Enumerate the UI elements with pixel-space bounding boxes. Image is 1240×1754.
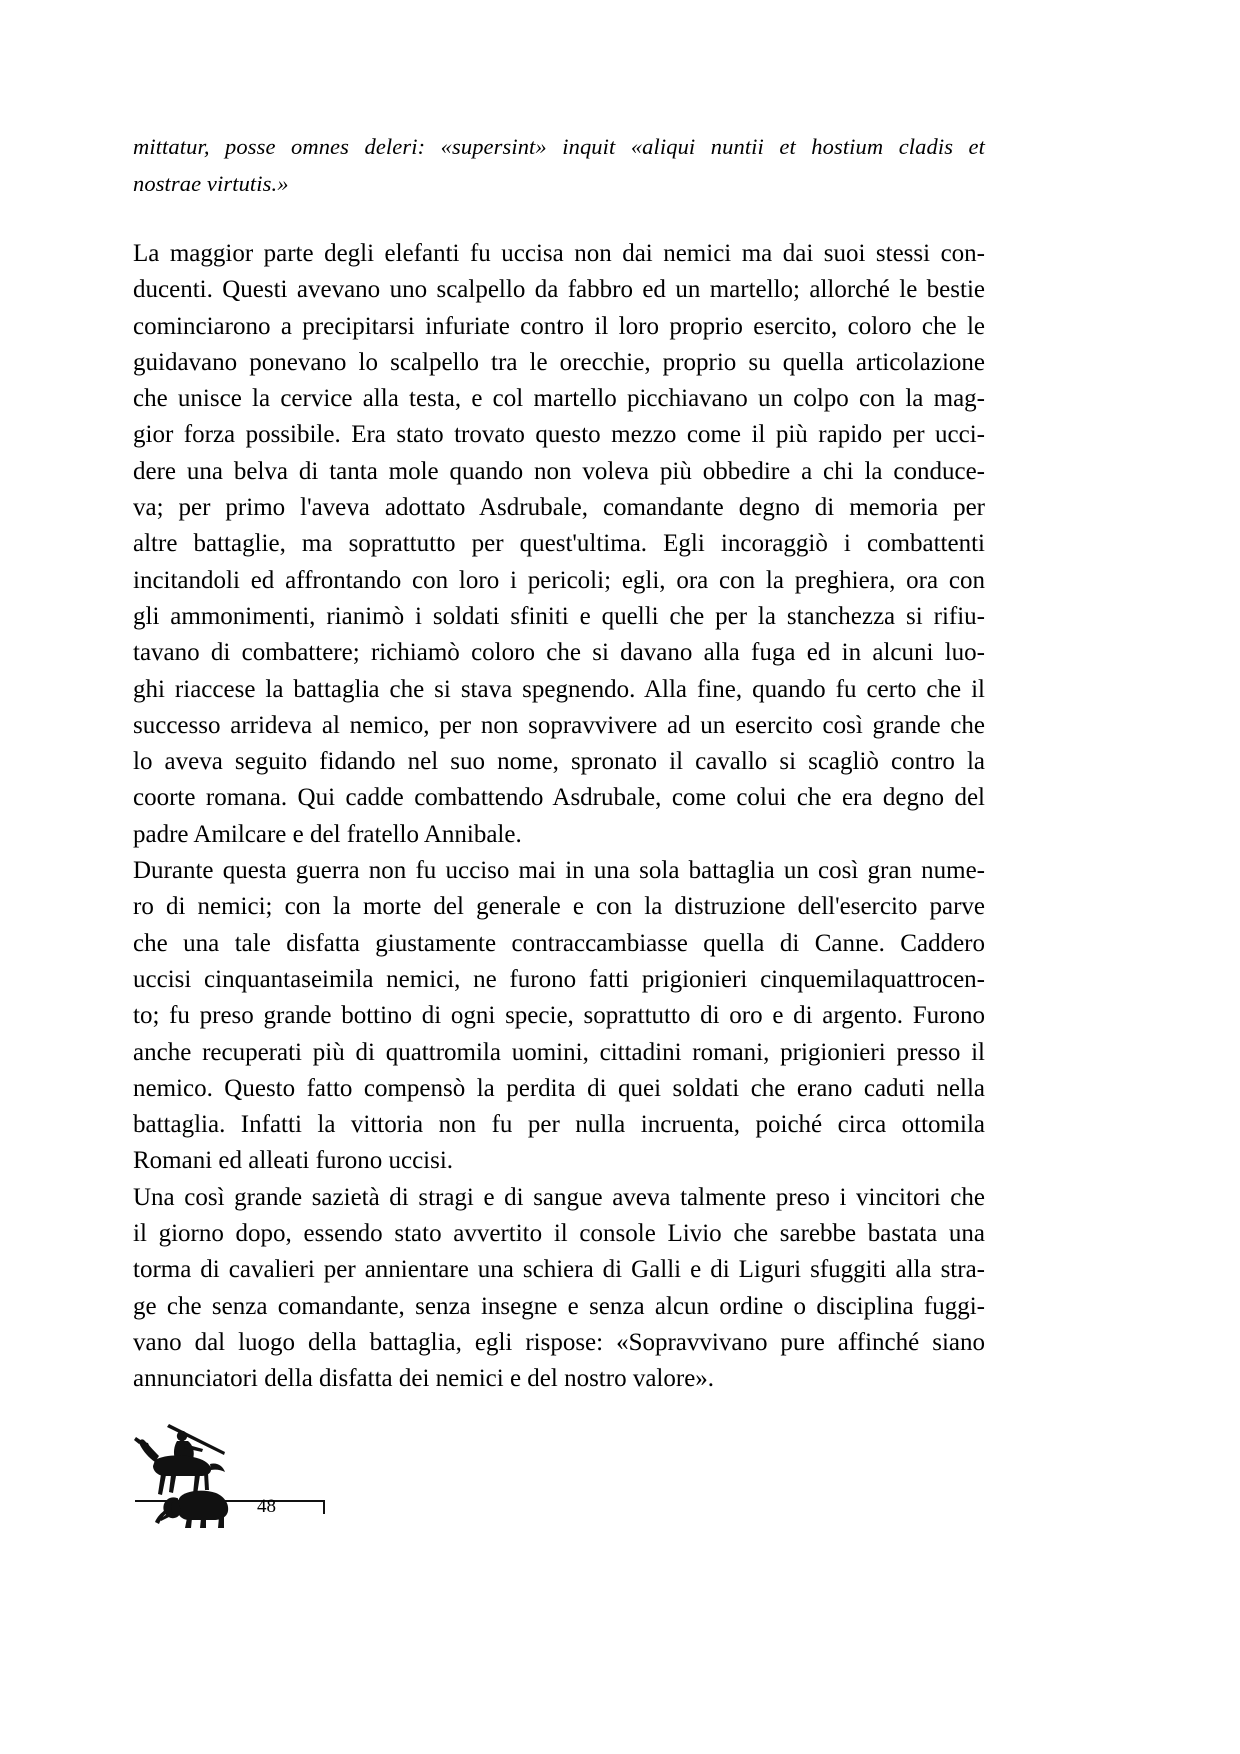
text-line: successo arrideva al nemico, per non sopravvivere ad un esercito così grande che <box>133 711 985 739</box>
text-line: anche recuperati più di quattromila uomini, cittadini romani, prigionieri presso il <box>133 1038 985 1066</box>
page-footer <box>133 1418 453 1548</box>
footer-rule <box>135 1500 325 1503</box>
page-number: 48 <box>257 1496 276 1517</box>
text-line: ghi riaccese la battaglia che si stava spegnendo. Alla fine, quando fu certo che il <box>133 675 985 703</box>
text-line: cominciarono a precipitarsi infuriate contro il loro proprio esercito, coloro che le <box>133 312 985 340</box>
text-line: annunciatori della disfatta dei nemici e del nostro valore». <box>133 1365 715 1393</box>
text-line: il giorno dopo, essendo stato avvertito il console Livio che sarebbe bastata una <box>133 1220 985 1248</box>
text-line: Una così grande sazietà di stragi e di sangue aveva talmente preso i vincitori che <box>133 1183 985 1211</box>
footer-rule-line <box>135 1500 325 1502</box>
epigraph-line: mittatur, posse omnes deleri: «supersint» inquit «aliqui nuntii et hostium cladis et <box>133 134 985 159</box>
epigraph-block <box>133 128 985 202</box>
text-line: battaglia. Infatti la vittoria non fu per nulla incruenta, poiché circa ottomila <box>133 1111 985 1139</box>
text-line: torma di cavalieri per annientare una schiera di Galli e di Liguri sfuggiti alla stra- <box>133 1256 985 1284</box>
text-line: tavano di combattere; richiamò coloro che si davano alla fuga ed in alcuni luo- <box>133 639 985 667</box>
text-line: gli ammonimenti, rianimò i soldati sfiniti e quelli che per la stanchezza si rifiu- <box>133 602 985 630</box>
page-content <box>133 128 985 1398</box>
text-line: coorte romana. Qui cadde combattendo Asdrubale, come colui che era degno del <box>133 784 985 812</box>
text-line: ducenti. Questi avevano uno scalpello da fabbro ed un martello; allorché le bestie <box>133 276 985 304</box>
text-line: guidavano ponevano lo scalpello tra le orecchie, proprio su quella articolazione <box>133 348 985 376</box>
text-line: ro di nemici; con la morte del generale e con la distruzione dell'esercito parve <box>133 893 985 921</box>
text-line: to; fu preso grande bottino di ogni specie, soprattutto di oro e di argento. Furono <box>133 1002 985 1030</box>
epigraph-line: nostrae virtutis.» <box>133 171 289 196</box>
footer-rule-tick <box>323 1500 325 1514</box>
text-line: Romani ed alleati furono uccisi. <box>133 1147 454 1175</box>
text-line: va; per primo l'aveva adottato Asdrubale, comandante degno di memoria per <box>133 494 985 522</box>
text-line: che unisce la cervice alla testa, e col martello picchiavano un colpo con la mag- <box>133 385 985 413</box>
body-paragraph-2 <box>133 853 985 1180</box>
text-line: dere una belva di tanta mole quando non voleva più obbedire a chi la conduce- <box>133 457 985 485</box>
text-line: uccisi cinquantaseimila nemici, ne furono fatti prigionieri cinquemilaquattrocen- <box>133 965 985 993</box>
body-paragraph-1 <box>133 236 985 853</box>
text-line: lo aveva seguito fidando nel suo nome, spronato il cavallo si scagliò contro la <box>133 748 985 776</box>
body-paragraph-3 <box>133 1180 985 1398</box>
text-line: La maggior parte degli elefanti fu uccisa non dai nemici ma dai suoi stessi con- <box>133 240 985 267</box>
text-line: Durante questa guerra non fu ucciso mai in una sola battaglia un così gran nume- <box>133 857 985 885</box>
horseman-and-elephant-silhouette-icon <box>133 1418 273 1528</box>
text-line: vano dal luogo della battaglia, egli rispose: «Sopravvivano pure affinché siano <box>133 1328 985 1356</box>
text-line: nemico. Questo fatto compensò la perdita di quei soldati che erano caduti nella <box>133 1074 985 1102</box>
text-line: che una tale disfatta giustamente contraccambiasse quella di Canne. Caddero <box>133 929 985 957</box>
text-line: ge che senza comandante, senza insegne e senza alcun ordine o disciplina fuggi- <box>133 1292 985 1320</box>
text-line: padre Amilcare e del fratello Annibale. <box>133 820 522 848</box>
text-line: gior forza possibile. Era stato trovato questo mezzo come il più rapido per ucci- <box>133 421 985 449</box>
text-line: incitandoli ed affrontando con loro i pericoli; egli, ora con la preghiera, ora con <box>133 566 985 594</box>
text-line: altre battaglie, ma soprattutto per quest'ultima. Egli incoraggiò i combattenti <box>133 530 985 558</box>
